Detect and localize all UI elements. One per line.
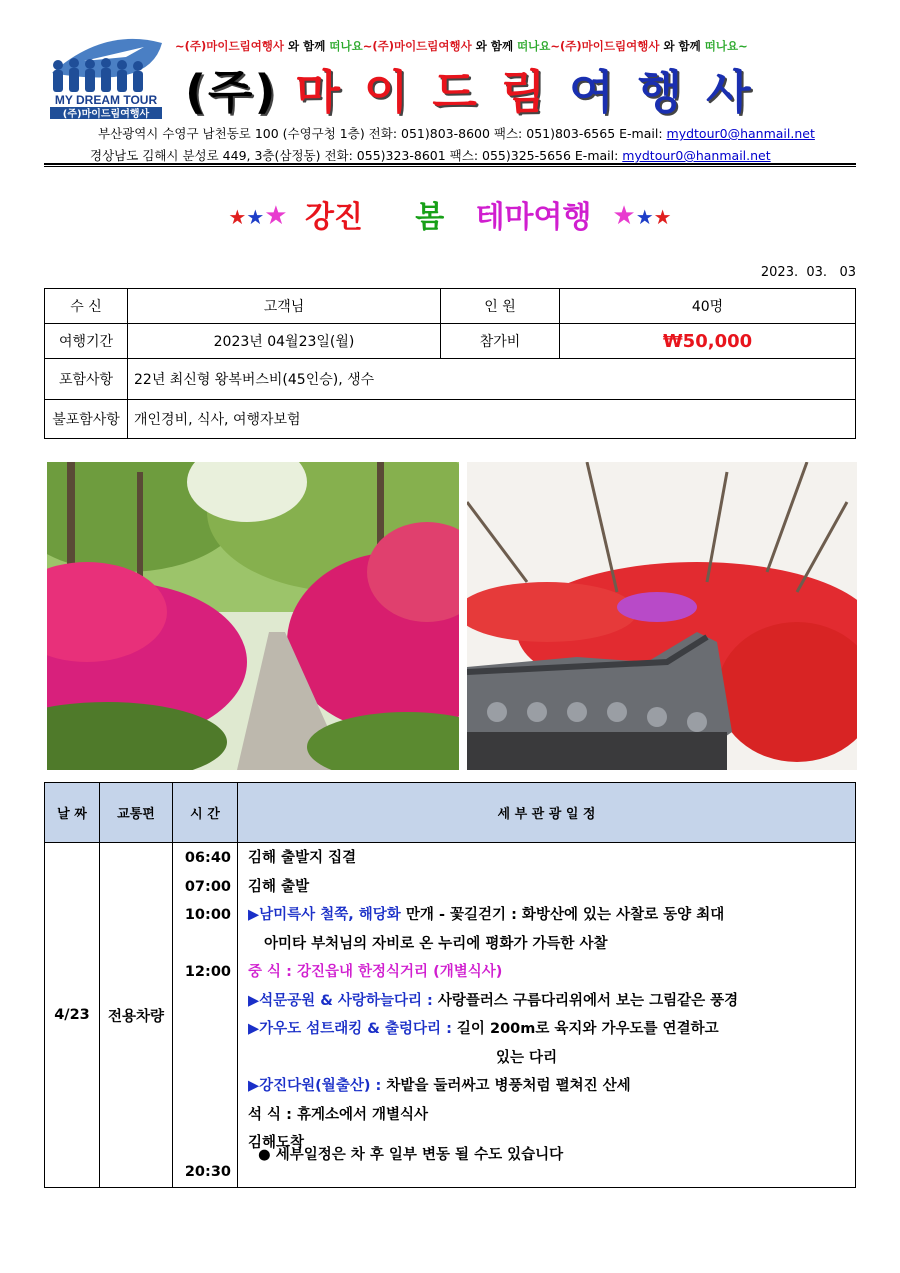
company-name: [185, 56, 775, 122]
fee-value: [560, 324, 856, 359]
time-slot-empty: [174, 987, 231, 1158]
recipient-value: 고객님: [128, 289, 441, 324]
document-date: 2023. 03. 03: [760, 265, 856, 280]
excluded-value: 개인경비, 식사, 여행자보험: [128, 400, 856, 439]
detail-line: 김해 출발: [248, 878, 310, 895]
slogan-part: 와 함께: [284, 39, 330, 53]
detail-line: 있는 다리: [496, 1049, 558, 1066]
page-title: [0, 192, 900, 236]
star-icon: ★: [612, 201, 636, 231]
address-busan-text: 부산광역시 수영구 남천동로 100 (수영구청 1층) 전화: 051)803-8600 팩스: 051)803-6565 E-mail:: [98, 126, 667, 141]
people-label: 인 원: [441, 289, 560, 324]
recipient-label: 수 신: [45, 289, 128, 324]
header-divider: [44, 163, 856, 165]
detail-line: 아미타 부처님의 자비로 온 누리에 평화가 가득한 사찰: [264, 935, 608, 952]
company-logo: [44, 33, 168, 119]
detail-desc: 차밭을 둘러싸고 병풍처럼 펼쳐진 산세: [381, 1078, 631, 1094]
time-slot-empty: [174, 930, 231, 959]
detail-desc: 사랑플러스 구름다리위에서 보는 그림같은 풍경: [432, 992, 739, 1009]
time-slot: 07:00: [184, 878, 231, 895]
col-header-transport: 교통편: [100, 783, 173, 843]
schedule-details: [238, 843, 856, 1188]
star-icon: ★: [653, 205, 672, 229]
photo-azalea-temple-roof: [467, 462, 857, 770]
schedule-table: [44, 782, 856, 1188]
period-value: 2023년 04월23일(월): [128, 324, 441, 359]
title-word-theme: 테마여행: [475, 200, 592, 235]
header-divider-thin: [44, 166, 856, 167]
slogan-part: 떠나요: [517, 39, 551, 53]
excluded-label: 불포함사항: [45, 400, 128, 439]
schedule-header-row: [45, 783, 856, 843]
detail-line-dinner: 석 식 : 휴게소에서 개별식사: [248, 1106, 429, 1123]
col-header-date: 날 짜: [45, 783, 100, 843]
slogan-part: ~(주)마이드림여행사: [550, 39, 660, 53]
title-word-region: 강진: [305, 200, 363, 235]
detail-desc: 길이 200m로 육지와 가우도를 연결하고: [451, 1021, 719, 1037]
address-busan: [98, 124, 815, 142]
title-word-season: 봄: [415, 200, 445, 235]
detail-line: [248, 1072, 854, 1101]
table-row: [45, 400, 856, 439]
time-slot: 20:30: [184, 1163, 231, 1180]
slogan-part: 와 함께: [659, 39, 705, 53]
detail-line: 김해도착: [248, 1135, 305, 1151]
people-value: 40명: [560, 289, 856, 324]
detail-line: [248, 987, 854, 1016]
schedule-note: ● 세부일정은 차 후 일부 변동 될 수도 있습니다: [258, 1147, 564, 1163]
trip-info-table: [44, 288, 856, 439]
email-link-gimhae[interactable]: mydtour0@hanmail.net: [622, 148, 771, 163]
slogan-part: 와 함께: [471, 39, 518, 53]
schedule-times: [173, 843, 238, 1188]
company-name-mid: 마이드림: [295, 65, 570, 119]
company-name-end: 여행사: [569, 65, 775, 119]
detail-desc: 만개 - 꽃길걷기 : 화방산에 있는 사찰로 동양 최대: [400, 907, 725, 923]
time-slot: 12:00: [184, 964, 231, 980]
included-value: 22년 최신형 왕복버스비(45인승), 생수: [128, 359, 856, 400]
table-row: [45, 359, 856, 400]
company-name-prefix: (주): [185, 65, 278, 119]
slogan-part: 떠나요: [329, 39, 363, 53]
table-row: [45, 324, 856, 359]
photo-azalea-path: [47, 462, 459, 770]
slogan-part: 떠나요~: [704, 39, 748, 53]
time-slot: 10:00: [184, 907, 231, 923]
address-gimhae: [90, 146, 771, 164]
fee-amount: ₩50,000: [662, 330, 753, 352]
attraction-namimireuksa: ▶남미륵사 철쭉, 해당화: [248, 907, 401, 923]
detail-line-lunch: 중 식 : 강진읍내 한정식거리 (개별식사): [248, 964, 503, 980]
logo-text-en: MY DREAM TOUR: [54, 93, 158, 107]
schedule-transport: 전용차량: [100, 843, 173, 1188]
email-link-busan[interactable]: mydtour0@hanmail.net: [666, 126, 815, 141]
col-header-time: 시 간: [173, 783, 238, 843]
col-header-detail: 세 부 관 광 일 정: [238, 783, 856, 843]
star-icon: ★: [228, 205, 247, 229]
period-label: 여행기간: [45, 324, 128, 359]
schedule-date: 4/23: [45, 843, 100, 1188]
detail-line: [248, 901, 854, 930]
table-row: [45, 289, 856, 324]
attraction-gangjin-tea: ▶강진다원(월출산) :: [248, 1078, 382, 1094]
detail-line: [248, 1015, 854, 1044]
slogan-part: ~(주)마이드림여행사: [175, 39, 285, 53]
star-icon: ★: [246, 205, 265, 229]
included-label: 포함사항: [45, 359, 128, 400]
fee-label: 참가비: [441, 324, 560, 359]
address-gimhae-text: 경상남도 김해시 분성로 449, 3층(삼정동) 전화: 055)323-8601 팩스: 055)325-5656 E-mail:: [90, 148, 623, 163]
star-icon: ★: [635, 205, 654, 229]
time-slot: 06:40: [184, 850, 231, 866]
detail-line: 김해 출발지 집결: [248, 850, 357, 866]
header-slogan: [175, 38, 748, 54]
attraction-seokmun-park: ▶석문공원 & 사랑하늘다리 :: [248, 992, 433, 1009]
attraction-gaudo: ▶가우도 섬트래킹 & 출렁다리 :: [248, 1021, 452, 1037]
star-icon: ★: [264, 201, 288, 231]
slogan-part: ~(주)마이드림여행사: [362, 39, 472, 53]
schedule-row: [45, 843, 856, 1188]
logo-text-ko: (주)마이드림여행사: [62, 109, 150, 119]
